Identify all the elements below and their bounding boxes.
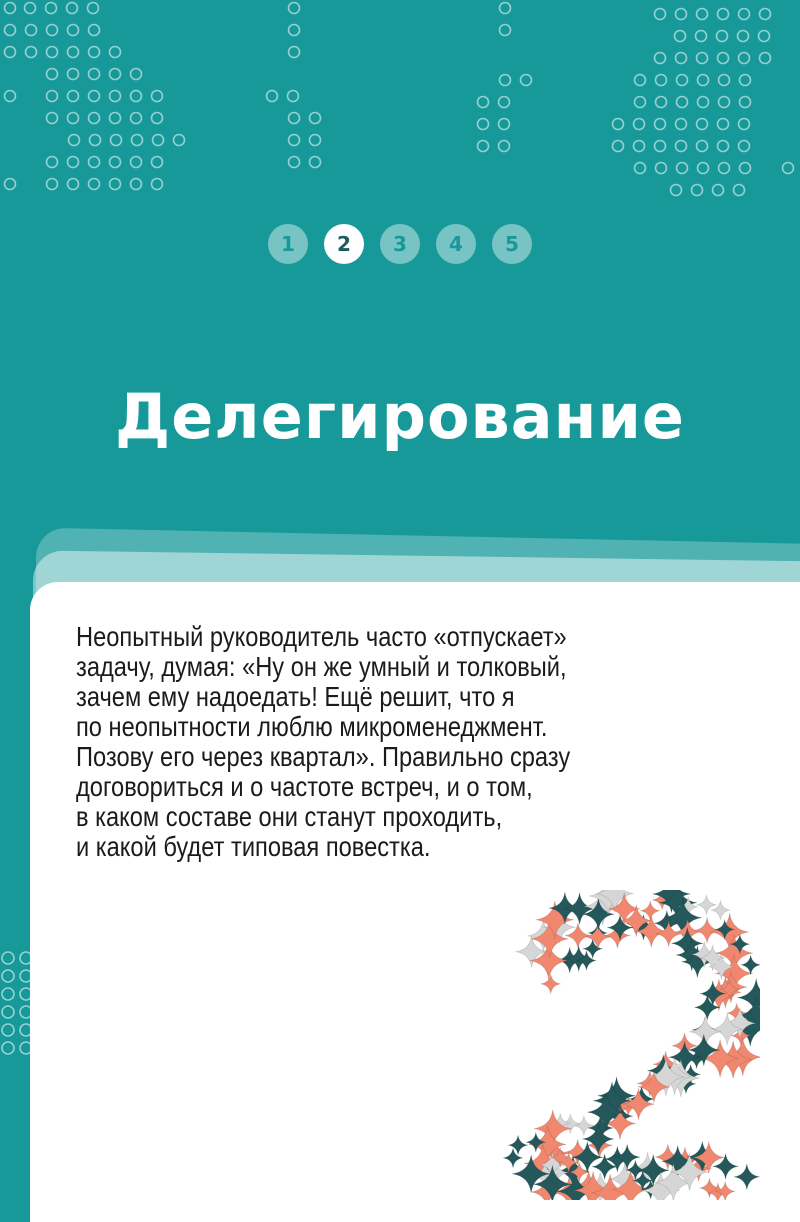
- sparkle-star-icon: [541, 974, 561, 994]
- page-title: Делегирование: [115, 380, 685, 453]
- sparkle-star-icon: [710, 900, 730, 920]
- step-5[interactable]: 5: [492, 224, 532, 264]
- sparkle-star-icon: [503, 1148, 523, 1168]
- sparkle-star-icon: [696, 895, 716, 915]
- body-text: Неопытный руководитель часто «отпускает» задачу, думая: «Ну он же умный и толковый, зачем ему надоедать! Ещё решит, что я по неопытности люблю микроменеджмент. Позову его через квартал». Правильно сразу договориться и о частоте встреч, и о том, в каком составе они станут проходить, и какой будет типовая повестка.: [76, 621, 571, 862]
- sparkle-star-icon: [508, 1135, 528, 1155]
- step-4[interactable]: 4: [436, 224, 476, 264]
- sparkle-star-icon: [574, 1116, 594, 1136]
- step-3[interactable]: 3: [380, 224, 420, 264]
- step-pagination: [0, 224, 800, 264]
- sparkle-number-two-illustration: [490, 890, 760, 1200]
- step-1[interactable]: 1: [268, 224, 308, 264]
- step-2-current[interactable]: 2: [324, 224, 364, 264]
- decorative-dot-grid: [0, 0, 800, 200]
- sparkle-star-icon: [734, 1164, 760, 1190]
